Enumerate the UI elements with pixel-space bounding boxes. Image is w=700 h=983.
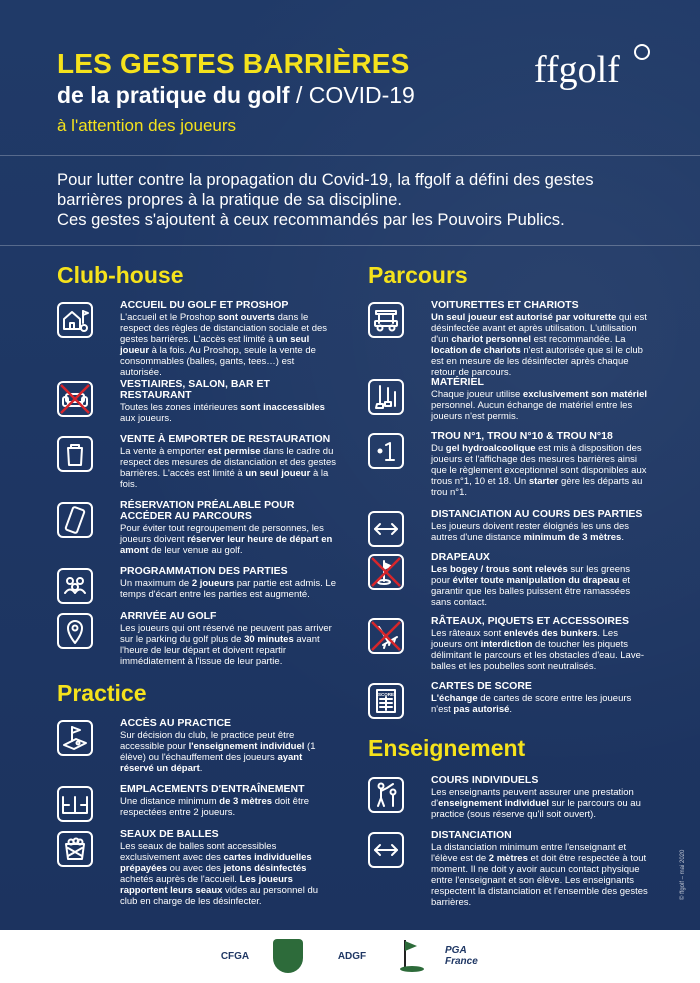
credit-text: © ffgolf – mai 2020 <box>680 849 686 900</box>
rule-text-segment: de toucher les piquets délimitant le parcours et les obstacles d'eau. Lave-balles et les poubelles sont neutralisés. <box>431 639 645 673</box>
rule-text-segment: Les joueurs rapportent leurs seaux <box>120 874 293 897</box>
rule-text-segment: à la fois. <box>120 468 329 491</box>
rule-text-segment: . <box>199 763 203 775</box>
divider <box>0 155 700 156</box>
rule-text-segment: Chaque joueur utilise <box>431 389 523 400</box>
audience-line: à l'attention des joueurs <box>57 116 237 135</box>
rule-text-segment: Les joueurs qui ont réservé ne peuvent pas arriver sur le parking du golf plus de <box>120 623 332 646</box>
rule-text-segment: gère les départs au trou n°1. <box>431 476 643 499</box>
rule-title: COURS INDIVIDUELS <box>431 774 539 786</box>
rule-text-segment: ou avec des <box>167 863 224 875</box>
flag-crossed-icon <box>368 554 404 590</box>
rule-text-segment: 2 mètres <box>488 853 528 865</box>
rule-text-segment: sur le parcours ou au practice (sous réserve qu'il soit ouvert). <box>431 798 641 821</box>
rule-title: VENTE À EMPORTER DE RESTAURATION <box>120 433 331 445</box>
rule-text <box>431 521 649 543</box>
rule-text-segment: sont ouverts <box>217 312 275 323</box>
rule-text-segment: de 3 mètres <box>219 796 273 807</box>
rule-text-segment: de leur venue au golf. <box>148 545 243 557</box>
rule-title: RÉSERVATION PRÉALABLE POUR ACCÉDER AU PARCOURS <box>120 499 295 522</box>
rule-title: EMPLACEMENTS D'ENTRAÎNEMENT <box>120 783 305 795</box>
rule-text <box>120 730 338 774</box>
intro-paragraph: Ces gestes s'ajoutent à ceux recommandés par les Pouvoirs Publics. <box>57 210 565 229</box>
rule-text <box>120 402 338 424</box>
rule-text-segment: Les enseignants peuvent assurer une prestation d' <box>431 787 634 810</box>
rule-title: ARRIVÉE AU GOLF <box>120 610 217 622</box>
score-card-icon <box>368 683 404 719</box>
intro-text <box>57 170 657 230</box>
rule-text-segment: Les bogey / trous sont relevés <box>431 564 568 575</box>
partner-logo-cfga: CFGA <box>220 950 250 962</box>
intro-paragraph: Pour lutter contre la propagation du Covid-19, la ffgolf a défini des gestes barrières propres à la pratique de sa discipline. <box>57 170 594 209</box>
rule-title: VESTIAIRES, SALON, BAR ET RESTAURANT <box>120 378 270 401</box>
distance-arrows-icon <box>368 511 404 547</box>
section-title-parcours: Parcours <box>368 262 468 288</box>
rule-text <box>431 443 649 498</box>
rule-text-segment: vides au personnel du club en charge de les désinfecter. <box>120 885 319 908</box>
partner-logo-adgf: ADGF <box>337 950 367 962</box>
rule-text-segment: . Les joueurs ont <box>431 628 618 651</box>
rule-text <box>120 312 338 379</box>
rule-text-segment: Toutes les zones intérieures <box>120 402 241 413</box>
rule-text-segment: achetés auprès de l'accueil. <box>120 874 240 886</box>
rule-text-segment: starter <box>528 476 559 488</box>
partners-footer <box>0 930 700 983</box>
rule-title: MATÉRIEL <box>431 376 484 388</box>
divider <box>0 245 700 246</box>
rule-text-segment: Sur décision du club, le practice peut être accessible pour <box>120 730 295 753</box>
rule-text-segment: sur les greens pour <box>431 564 631 587</box>
score-label: SCORE <box>377 692 395 697</box>
rule-title: DISTANCIATION AU COURS DES PARTIES <box>431 508 643 520</box>
rule-text <box>431 312 649 379</box>
rule-title: ACCÈS AU PRACTICE <box>120 717 232 729</box>
rule-text <box>120 446 338 490</box>
rule-text <box>120 523 338 556</box>
rule-text-segment: Un maximum de <box>120 578 192 589</box>
rule-text-segment: aux joueurs. <box>120 413 172 425</box>
rule-text-segment: location de chariots <box>431 345 521 357</box>
golf-lesson-icon <box>368 777 404 813</box>
rule-title: DRAPEAUX <box>431 551 490 563</box>
rule-text <box>431 564 649 608</box>
takeaway-bag-icon <box>57 436 93 472</box>
rule-text-segment: L'échange <box>431 693 478 704</box>
rule-text-segment: La vente à emporter <box>120 446 208 457</box>
partner-logo-gfgp <box>270 938 306 974</box>
rule-text <box>431 628 649 672</box>
rule-text <box>431 787 649 820</box>
rule-text-segment: est mis à disposition des joueurs et l'affichage des mesures barrières ainsi que le règlement exceptionnel sont disponibles aux trous n°1, 10 et 18. Un <box>431 443 647 488</box>
partner-logo-pga: PGA France <box>445 945 478 967</box>
rule-text-segment: Une distance minimum <box>120 796 220 807</box>
smartphone-icon <box>57 502 93 538</box>
rule-text <box>120 578 338 600</box>
rule-text-segment: 30 minutes <box>244 634 294 646</box>
hole-one-icon <box>368 433 404 469</box>
rule-text-segment: enlevés des bunkers <box>503 628 598 639</box>
rule-title: CARTES DE SCORE <box>431 680 532 692</box>
rule-text-segment: à la fois. Au Proshop, seule la vente de consommables (balles, gants, tees…) est autorisée. <box>120 345 316 379</box>
rule-text-segment: gel hydroalcoolique <box>445 443 536 454</box>
rule-text-segment: qui est désinfectée avant et après utilisation. L'utilisation d'un <box>431 312 647 346</box>
rule-text-segment: Les râteaux sont <box>431 628 504 639</box>
rule-text-segment: par partie est admis. Le temps d'écart entre les parties est augmenté. <box>120 578 336 601</box>
ffgolf-logo: ffgolf <box>534 49 620 91</box>
rule-text <box>120 841 338 908</box>
rule-text-segment: Les seaux de balles sont accessibles exclusivement avec des <box>120 841 277 864</box>
rule-text-segment: . <box>509 704 513 716</box>
rule-text-segment: et garantir que les balles puissent être ramassées sans contact. <box>431 575 631 609</box>
rule-text-segment: . <box>621 532 624 544</box>
rule-text-segment: enseignement individuel <box>438 798 549 810</box>
rule-text-segment: un seul joueur <box>120 334 310 357</box>
rule-text-segment: l'enseignement individuel <box>188 741 305 753</box>
flag-pin-icon <box>397 938 427 974</box>
rule-text-segment: interdiction <box>480 639 533 651</box>
clubhouse-icon <box>57 302 93 338</box>
rule-text-segment: est recommandée. La <box>531 334 626 346</box>
rule-text-segment: sont inaccessibles <box>240 402 325 413</box>
hitting-bays-icon <box>57 786 93 822</box>
rule-text-segment: réserver leur heure de départ en amont <box>120 534 333 557</box>
rule-text <box>120 796 338 818</box>
rake-crossed-icon <box>368 618 404 654</box>
group-icon <box>57 568 93 604</box>
practice-mat-icon <box>57 720 93 756</box>
rule-text-segment: avant l'heure de leur départ et doivent repartir immédiatement à l'issue de leur partie. <box>120 634 320 668</box>
rule-title: TROU N°1, TROU N°10 & TROU N°18 <box>431 430 613 442</box>
sofa-crossed-icon <box>57 381 93 417</box>
map-pin-icon <box>57 613 93 649</box>
rule-title: SEAUX DE BALLES <box>120 828 219 840</box>
page-subtitle: de la pratique du golf / COVID-19 <box>57 82 415 108</box>
rule-text-segment: L'accueil et le Proshop <box>120 312 218 323</box>
distance-arrows-icon <box>368 832 404 868</box>
shield-icon <box>273 939 303 973</box>
rule-text-segment: exclusivement son matériel <box>522 389 647 400</box>
rule-title: PROGRAMMATION DES PARTIES <box>120 565 288 577</box>
rule-text-segment: est permise <box>207 446 261 457</box>
rule-title: ACCUEIL DU GOLF ET PROSHOP <box>120 299 289 311</box>
rule-title: VOITURETTES ET CHARIOTS <box>431 299 579 311</box>
rule-text-segment: éviter toute manipulation du drapeau <box>452 575 620 587</box>
rule-text-segment: n'est autorisée que si le club est en mesure de les désinfecter après chaque retour de parcours. <box>431 345 643 379</box>
rule-text-segment: personnel. Aucun échange de matériel entre les joueurs n'est permis. <box>431 400 633 423</box>
rule-title: RÂTEAUX, PIQUETS ET ACCESSOIRES <box>431 615 629 627</box>
rule-text-segment: 2 joueurs <box>191 578 235 589</box>
rule-text-segment: dans le cadre du respect des mesures de distanciation et des gestes barrières. L'accès est limité à <box>120 446 336 480</box>
golf-clubs-icon <box>368 379 404 415</box>
rule-title: DISTANCIATION <box>431 829 512 841</box>
rule-text <box>431 842 649 909</box>
rule-text-segment: ayant réservé un départ <box>120 752 303 775</box>
rule-text-segment: Un seul joueur est autorisé par voiturette <box>431 312 617 323</box>
rule-text-segment: Du <box>431 443 446 454</box>
rule-text-segment: La distanciation minimum entre l'enseignant et l'élève est de <box>431 842 627 865</box>
section-title-enseignement: Enseignement <box>368 735 526 761</box>
rule-text-segment: dans le respect des règles de distanciation sociale et des gestes barrières. L'accès est limité à <box>120 312 328 346</box>
rule-text <box>431 389 649 422</box>
rule-text-segment: jetons désinfectés <box>223 863 307 875</box>
section-title-practice: Practice <box>57 680 147 706</box>
rule-text <box>120 623 338 667</box>
rule-text-segment: minimum de 3 mètres <box>523 532 622 544</box>
rule-text-segment: chariot personnel <box>451 334 532 346</box>
page-title: LES GESTES BARRIÈRES <box>57 48 410 79</box>
ball-bucket-icon <box>57 831 93 867</box>
rule-text-segment: Les joueurs doivent rester éloignés les uns des autres d'une distance <box>431 521 630 544</box>
section-title-clubhouse: Club-house <box>57 262 184 288</box>
partner-logo-agref <box>392 938 432 974</box>
rule-text-segment: cartes individuelles prépayées <box>120 852 312 875</box>
rule-text-segment: et doit être respectée à tout moment. Il ne doit y avoir aucun contact physique entre l'enseignant et son élève. Les enseignants respectent la distanciation et l'ensemble des gestes barrières. <box>431 853 648 909</box>
rule-text-segment: un seul joueur <box>245 468 311 480</box>
rule-text-segment: de cartes de score entre les joueurs n'est <box>431 693 632 716</box>
rule-text-segment: (1 élève) ou l'échauffement des joueurs <box>120 741 316 764</box>
golf-cart-icon <box>368 302 404 338</box>
rule-text-segment: pas autorisé <box>453 704 510 716</box>
rule-text-segment: doit être respectées entre 2 joueurs. <box>120 796 310 819</box>
logo-mark-icon <box>634 44 650 60</box>
rule-text <box>431 693 649 715</box>
rule-text-segment: Pour éviter tout regroupement de personnes, les joueurs doivent <box>120 523 324 546</box>
